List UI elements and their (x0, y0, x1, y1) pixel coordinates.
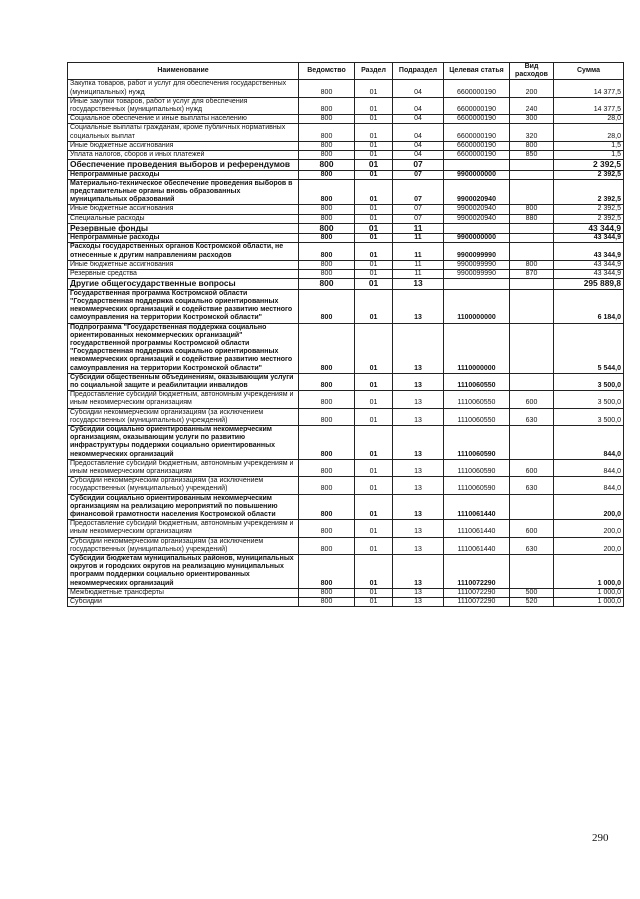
table-row (68, 554, 624, 588)
row-vedomstvo: 800 (299, 323, 355, 373)
row-name: Обеспечение проведения выборов и референдумов (68, 160, 299, 170)
row-name: Иные бюджетные ассигнования (68, 260, 299, 269)
row-vedomstvo: 800 (299, 97, 355, 114)
table-row (68, 477, 624, 494)
header-summa: Сумма (554, 63, 624, 80)
row-razdel: 01 (355, 234, 393, 243)
row-vid-raskhodov (510, 323, 554, 373)
row-vedomstvo: 800 (299, 223, 355, 233)
row-tselevaya-statya: 9900099990 (444, 260, 510, 269)
row-summa: 844,0 (554, 425, 624, 459)
row-tselevaya-statya: 1110060550 (444, 391, 510, 408)
row-tselevaya-statya: 9900000000 (444, 234, 510, 243)
row-name: Предоставление субсидий бюджетным, автономным учреждениям и иным некоммерческим организациям (68, 520, 299, 537)
row-summa: 43 344,9 (554, 270, 624, 279)
row-tselevaya-statya: 9900000000 (444, 170, 510, 179)
header-razdel: Раздел (355, 63, 393, 80)
row-name: Субсидии (68, 598, 299, 607)
row-vedomstvo: 800 (299, 124, 355, 141)
row-podrazdel: 13 (393, 537, 444, 554)
row-vedomstvo: 800 (299, 425, 355, 459)
row-podrazdel: 04 (393, 151, 444, 160)
row-vid-raskhodov: 300 (510, 115, 554, 124)
row-summa: 3 500,0 (554, 391, 624, 408)
row-vid-raskhodov: 850 (510, 151, 554, 160)
row-vedomstvo: 800 (299, 279, 355, 289)
row-name: Другие общегосударственные вопросы (68, 279, 299, 289)
row-podrazdel: 07 (393, 179, 444, 205)
table-row (68, 170, 624, 179)
row-tselevaya-statya: 1110061440 (444, 537, 510, 554)
row-vedomstvo: 800 (299, 373, 355, 390)
row-razdel: 01 (355, 588, 393, 597)
row-razdel: 01 (355, 179, 393, 205)
row-summa: 200,0 (554, 494, 624, 520)
table-row (68, 373, 624, 390)
row-name: Предоставление субсидий бюджетным, автономным учреждениям и иным некоммерческим организациям (68, 391, 299, 408)
table-row (68, 425, 624, 459)
row-vedomstvo: 800 (299, 80, 355, 97)
row-razdel: 01 (355, 270, 393, 279)
table-row (68, 243, 624, 260)
row-summa: 43 344,9 (554, 223, 624, 233)
row-razdel: 01 (355, 537, 393, 554)
row-vid-raskhodov (510, 425, 554, 459)
header-tselevaya-statya: Целевая статья (444, 63, 510, 80)
table-row (68, 80, 624, 97)
row-razdel: 01 (355, 141, 393, 150)
row-summa: 5 544,0 (554, 323, 624, 373)
row-razdel: 01 (355, 520, 393, 537)
table-row (68, 459, 624, 476)
row-podrazdel: 13 (393, 289, 444, 323)
row-podrazdel: 04 (393, 115, 444, 124)
table-row (68, 124, 624, 141)
row-razdel: 01 (355, 323, 393, 373)
row-podrazdel: 13 (393, 323, 444, 373)
row-tselevaya-statya: 1110072290 (444, 588, 510, 597)
row-vedomstvo: 800 (299, 520, 355, 537)
row-vedomstvo: 800 (299, 214, 355, 223)
row-razdel: 01 (355, 205, 393, 214)
budget-table (67, 62, 624, 607)
row-razdel: 01 (355, 494, 393, 520)
row-podrazdel: 07 (393, 170, 444, 179)
row-tselevaya-statya: 9900020940 (444, 205, 510, 214)
row-vedomstvo: 800 (299, 391, 355, 408)
row-razdel: 01 (355, 223, 393, 233)
table-row (68, 205, 624, 214)
row-razdel: 01 (355, 124, 393, 141)
row-vid-raskhodov: 800 (510, 260, 554, 269)
row-summa: 844,0 (554, 459, 624, 476)
row-vid-raskhodov (510, 179, 554, 205)
row-summa: 295 889,8 (554, 279, 624, 289)
row-vedomstvo: 800 (299, 459, 355, 476)
header-name: Наименование (68, 63, 299, 80)
row-vid-raskhodov: 800 (510, 141, 554, 150)
row-summa: 14 377,5 (554, 97, 624, 114)
row-name: Государственная программа Костромской области "Государственная поддержка социально ориентированных некоммерческих организаций и содействие развитию местного самоуправления на территории Костромской области" (68, 289, 299, 323)
row-name: Резервные средства (68, 270, 299, 279)
table-row (68, 260, 624, 269)
row-tselevaya-statya: 1110000000 (444, 323, 510, 373)
row-vid-raskhodov: 870 (510, 270, 554, 279)
table-row (68, 97, 624, 114)
row-podrazdel: 13 (393, 408, 444, 425)
row-summa: 1,5 (554, 151, 624, 160)
row-name: Межбюджетные трансферты (68, 588, 299, 597)
row-vid-raskhodov (510, 554, 554, 588)
row-vedomstvo: 800 (299, 234, 355, 243)
table-row (68, 408, 624, 425)
row-razdel: 01 (355, 279, 393, 289)
row-vid-raskhodov: 600 (510, 520, 554, 537)
row-summa: 1 000,0 (554, 598, 624, 607)
row-tselevaya-statya: 1110061440 (444, 494, 510, 520)
table-row (68, 214, 624, 223)
row-summa: 2 392,5 (554, 179, 624, 205)
row-vedomstvo: 800 (299, 170, 355, 179)
row-vedomstvo: 800 (299, 179, 355, 205)
row-vid-raskhodov: 600 (510, 459, 554, 476)
table-row (68, 588, 624, 597)
row-razdel: 01 (355, 243, 393, 260)
row-vedomstvo: 800 (299, 537, 355, 554)
row-name: Субсидии социально ориентированным некоммерческим организациям, оказывающим услуги по развитию инфраструктуры поддержки социально ориентированных некоммерческих организаций (68, 425, 299, 459)
table-header-row (68, 63, 624, 80)
table-row (68, 323, 624, 373)
row-vedomstvo: 800 (299, 494, 355, 520)
row-vid-raskhodov: 600 (510, 391, 554, 408)
row-tselevaya-statya: 1110060590 (444, 459, 510, 476)
row-podrazdel: 04 (393, 124, 444, 141)
row-tselevaya-statya: 6600000190 (444, 80, 510, 97)
header-vid-raskhodov: Вид расходов (510, 63, 554, 80)
table-row (68, 537, 624, 554)
row-summa: 3 500,0 (554, 373, 624, 390)
row-podrazdel: 11 (393, 260, 444, 269)
row-name: Специальные расходы (68, 214, 299, 223)
row-razdel: 01 (355, 151, 393, 160)
page-number: 290 (592, 832, 609, 844)
row-name: Иные бюджетные ассигнования (68, 141, 299, 150)
row-podrazdel: 13 (393, 494, 444, 520)
row-vedomstvo: 800 (299, 141, 355, 150)
row-tselevaya-statya: 1110060550 (444, 373, 510, 390)
table-row (68, 179, 624, 205)
row-name: Субсидии некоммерческим организациям (за исключением государственных (муниципальных) учреждений) (68, 477, 299, 494)
table-row (68, 234, 624, 243)
row-razdel: 01 (355, 289, 393, 323)
row-tselevaya-statya: 1110060550 (444, 408, 510, 425)
row-razdel: 01 (355, 115, 393, 124)
row-tselevaya-statya: 9900020940 (444, 214, 510, 223)
row-name: Уплата налогов, сборов и иных платежей (68, 151, 299, 160)
row-tselevaya-statya: 6600000190 (444, 151, 510, 160)
row-podrazdel: 13 (393, 373, 444, 390)
row-name: Непрограммные расходы (68, 234, 299, 243)
row-razdel: 01 (355, 425, 393, 459)
row-summa: 2 392,5 (554, 205, 624, 214)
row-razdel: 01 (355, 554, 393, 588)
row-podrazdel: 07 (393, 205, 444, 214)
row-vid-raskhodov: 800 (510, 205, 554, 214)
row-vedomstvo: 800 (299, 151, 355, 160)
row-tselevaya-statya (444, 160, 510, 170)
row-podrazdel: 07 (393, 214, 444, 223)
row-summa: 844,0 (554, 477, 624, 494)
row-name: Иные бюджетные ассигнования (68, 205, 299, 214)
row-razdel: 01 (355, 260, 393, 269)
row-razdel: 01 (355, 160, 393, 170)
row-vid-raskhodov (510, 289, 554, 323)
row-vid-raskhodov: 630 (510, 477, 554, 494)
header-vedomstvo: Ведомство (299, 63, 355, 80)
row-podrazdel: 07 (393, 160, 444, 170)
row-tselevaya-statya: 1110060590 (444, 425, 510, 459)
row-summa: 3 500,0 (554, 408, 624, 425)
row-name: Резервные фонды (68, 223, 299, 233)
row-tselevaya-statya: 9900020940 (444, 179, 510, 205)
table-row (68, 289, 624, 323)
row-vedomstvo: 800 (299, 260, 355, 269)
table-row (68, 115, 624, 124)
table-row (68, 141, 624, 150)
row-podrazdel: 13 (393, 520, 444, 537)
row-vid-raskhodov: 630 (510, 408, 554, 425)
row-vedomstvo: 800 (299, 115, 355, 124)
row-summa: 2 392,5 (554, 214, 624, 223)
row-razdel: 01 (355, 477, 393, 494)
row-summa: 200,0 (554, 537, 624, 554)
table-row (68, 598, 624, 607)
row-vid-raskhodov (510, 170, 554, 179)
row-summa: 200,0 (554, 520, 624, 537)
row-summa: 28,0 (554, 115, 624, 124)
row-razdel: 01 (355, 373, 393, 390)
row-summa: 1,5 (554, 141, 624, 150)
row-podrazdel: 13 (393, 598, 444, 607)
table-row (68, 223, 624, 233)
row-tselevaya-statya: 6600000190 (444, 141, 510, 150)
row-vedomstvo: 800 (299, 160, 355, 170)
row-vedomstvo: 800 (299, 270, 355, 279)
row-podrazdel: 04 (393, 141, 444, 150)
row-name: Субсидии некоммерческим организациям (за исключением государственных (муниципальных) учреждений) (68, 408, 299, 425)
row-podrazdel: 11 (393, 270, 444, 279)
row-razdel: 01 (355, 80, 393, 97)
row-vid-raskhodov (510, 279, 554, 289)
row-summa: 2 392,5 (554, 170, 624, 179)
row-tselevaya-statya: 9900099990 (444, 243, 510, 260)
row-vid-raskhodov (510, 223, 554, 233)
row-tselevaya-statya: 6600000190 (444, 124, 510, 141)
header-podrazdel: Подраздел (393, 63, 444, 80)
row-podrazdel: 04 (393, 97, 444, 114)
row-name: Субсидии социально ориентированным некоммерческим организациям на реализацию мероприятий по повышению финансовой грамотности населения Костромской области (68, 494, 299, 520)
row-podrazdel: 13 (393, 391, 444, 408)
row-podrazdel: 13 (393, 477, 444, 494)
row-vid-raskhodov (510, 160, 554, 170)
row-razdel: 01 (355, 598, 393, 607)
row-podrazdel: 13 (393, 279, 444, 289)
row-tselevaya-statya: 1110060590 (444, 477, 510, 494)
row-podrazdel: 11 (393, 234, 444, 243)
row-name: Непрограммные расходы (68, 170, 299, 179)
row-name: Социальное обеспечение и иные выплаты населению (68, 115, 299, 124)
row-name: Материально-техническое обеспечение проведения выборов в представительные органы вновь образованных муниципальных образований (68, 179, 299, 205)
row-tselevaya-statya: 6600000190 (444, 97, 510, 114)
row-vedomstvo: 800 (299, 598, 355, 607)
row-vid-raskhodov: 630 (510, 537, 554, 554)
row-summa: 43 344,9 (554, 260, 624, 269)
table-body (68, 80, 624, 607)
row-vid-raskhodov: 880 (510, 214, 554, 223)
row-podrazdel: 13 (393, 588, 444, 597)
row-summa: 28,0 (554, 124, 624, 141)
row-razdel: 01 (355, 214, 393, 223)
row-summa: 43 344,9 (554, 234, 624, 243)
row-name: Субсидии бюджетам муниципальных районов, муниципальных округов и городских округов на реализацию муниципальных программ поддержки социально ориентированных некоммерческих организаций (68, 554, 299, 588)
row-summa: 43 344,9 (554, 243, 624, 260)
row-razdel: 01 (355, 97, 393, 114)
row-summa: 1 000,0 (554, 588, 624, 597)
row-razdel: 01 (355, 459, 393, 476)
row-vid-raskhodov: 320 (510, 124, 554, 141)
row-vedomstvo: 800 (299, 243, 355, 260)
row-vid-raskhodov (510, 373, 554, 390)
row-podrazdel: 04 (393, 80, 444, 97)
table-row (68, 391, 624, 408)
row-name: Расходы государственных органов Костромской области, не отнесенные к другим направлениям расходов (68, 243, 299, 260)
row-vedomstvo: 800 (299, 588, 355, 597)
row-tselevaya-statya: 1110061440 (444, 520, 510, 537)
row-name: Субсидии общественным объединениям, оказывающим услуги по социальной защите и реабилитации инвалидов (68, 373, 299, 390)
row-vid-raskhodov: 240 (510, 97, 554, 114)
row-vid-raskhodov (510, 243, 554, 260)
row-summa: 2 392,5 (554, 160, 624, 170)
table-row (68, 279, 624, 289)
row-vedomstvo: 800 (299, 477, 355, 494)
row-razdel: 01 (355, 391, 393, 408)
table-row (68, 494, 624, 520)
row-vid-raskhodov (510, 234, 554, 243)
row-tselevaya-statya: 6600000190 (444, 115, 510, 124)
row-name: Социальные выплаты гражданам, кроме публичных нормативных социальных выплат (68, 124, 299, 141)
row-podrazdel: 11 (393, 243, 444, 260)
row-vedomstvo: 800 (299, 289, 355, 323)
row-vid-raskhodov: 500 (510, 588, 554, 597)
row-vid-raskhodov: 200 (510, 80, 554, 97)
row-podrazdel: 13 (393, 425, 444, 459)
row-tselevaya-statya: 1110072290 (444, 554, 510, 588)
row-vid-raskhodov (510, 494, 554, 520)
row-summa: 6 184,0 (554, 289, 624, 323)
row-tselevaya-statya (444, 223, 510, 233)
row-vedomstvo: 800 (299, 554, 355, 588)
row-podrazdel: 11 (393, 223, 444, 233)
row-summa: 1 000,0 (554, 554, 624, 588)
row-name: Предоставление субсидий бюджетным, автономным учреждениям и иным некоммерческим организациям (68, 459, 299, 476)
row-name: Закупка товаров, работ и услуг для обеспечения государственных (муниципальных) нужд (68, 80, 299, 97)
row-tselevaya-statya (444, 279, 510, 289)
row-vid-raskhodov: 520 (510, 598, 554, 607)
row-name: Субсидии некоммерческим организациям (за исключением государственных (муниципальных) учреждений) (68, 537, 299, 554)
row-podrazdel: 13 (393, 459, 444, 476)
row-name: Иные закупки товаров, работ и услуг для обеспечения государственных (муниципальных) нужд (68, 97, 299, 114)
table-row (68, 160, 624, 170)
row-vedomstvo: 800 (299, 205, 355, 214)
row-tselevaya-statya: 1110072290 (444, 598, 510, 607)
row-tselevaya-statya: 9900099990 (444, 270, 510, 279)
row-name: Подпрограмма "Государственная поддержка социально ориентированных некоммерческих организаций" государственной программы Костромской области "Государственная поддержка социально ориентированных некоммерческих организаций и содействие развитию местного самоуправления на территории Костромской области" (68, 323, 299, 373)
row-tselevaya-statya: 1100000000 (444, 289, 510, 323)
row-razdel: 01 (355, 170, 393, 179)
row-podrazdel: 13 (393, 554, 444, 588)
table-row (68, 520, 624, 537)
row-razdel: 01 (355, 408, 393, 425)
row-summa: 14 377,5 (554, 80, 624, 97)
row-vedomstvo: 800 (299, 408, 355, 425)
